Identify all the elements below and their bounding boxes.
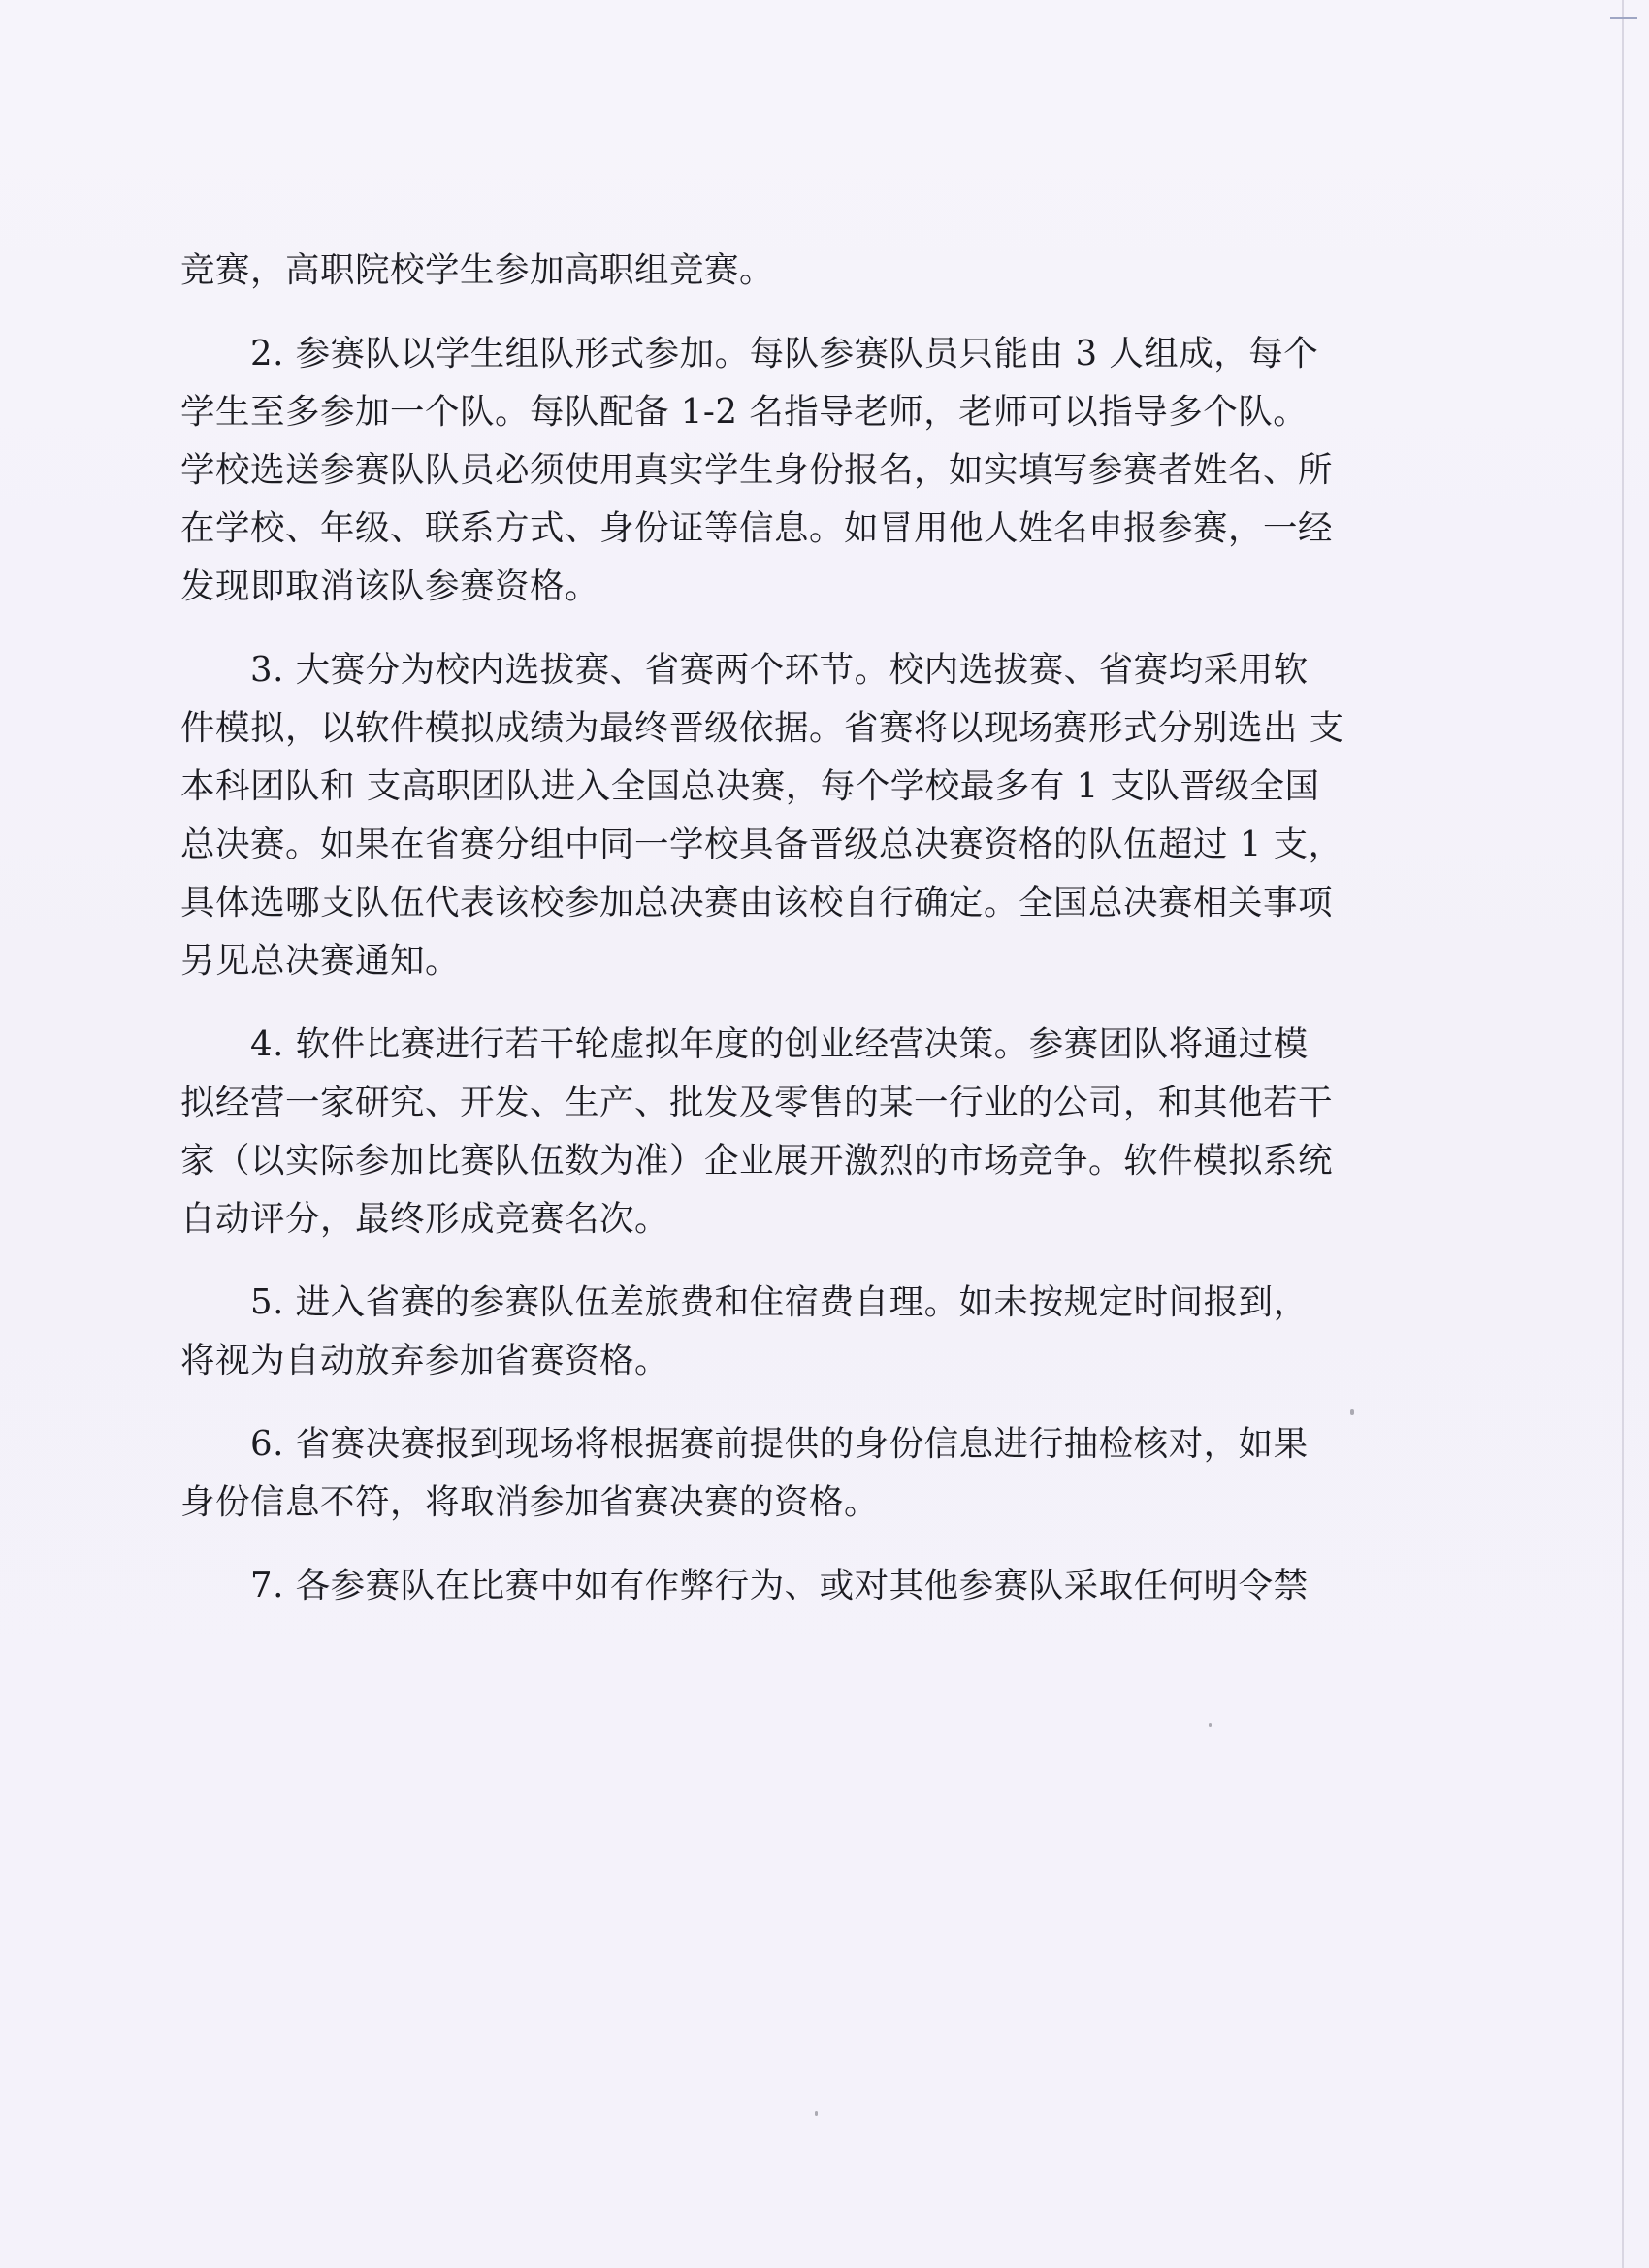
text-line: 5. 进入省赛的参赛队伍差旅费和住宿费自理。如未按规定时间报到， — [180, 1282, 1309, 1322]
text-line: 身份信息不符，将取消参加省赛决赛的资格。 — [180, 1482, 880, 1522]
text-line: 发现即取消该队参赛资格。 — [180, 567, 600, 606]
text-line: 2. 参赛队以学生组队形式参加。每队参赛队员只能由 3 人组成，每个 — [180, 334, 1319, 373]
text-line: 7. 各参赛队在比赛中如有作弊行为、或对其他参赛队采取任何明令禁 — [180, 1566, 1309, 1605]
text-line: 6. 省赛决赛报到现场将根据赛前提供的身份信息进行抽检核对，如果 — [180, 1424, 1309, 1464]
scan-speck — [815, 2111, 818, 2116]
text-line: 件模拟，以软件模拟成绩为最终晋级依据。省赛将以现场赛形式分别选出 支 — [180, 708, 1344, 748]
text-line: 学生至多参加一个队。每队配备 1-2 名指导老师，老师可以指导多个队。 — [180, 392, 1309, 432]
text-line: 3. 大赛分为校内选拔赛、省赛两个环节。校内选拔赛、省赛均采用软 — [180, 650, 1309, 690]
text-line: 家（以实际参加比赛队伍数为准）企业展开激烈的市场竞争。软件模拟系统 — [180, 1141, 1334, 1181]
corner-mark — [1610, 17, 1637, 19]
text-line: 在学校、年级、联系方式、身份证等信息。如冒用他人姓名申报参赛，一经 — [180, 508, 1334, 548]
page-edge-shadow — [1622, 0, 1624, 2268]
text-line: 学校选送参赛队队员必须使用真实学生身份报名，如实填写参赛者姓名、所 — [180, 450, 1334, 490]
text-line: 竞赛，高职院校学生参加高职组竞赛。 — [180, 250, 775, 290]
text-line: 总决赛。如果在省赛分组中同一学校具备晋级总决赛资格的队伍超过 1 支， — [180, 825, 1343, 864]
text-line: 自动评分，最终形成竞赛名次。 — [180, 1199, 670, 1239]
text-line: 本科团队和 支高职团队进入全国总决赛，每个学校最多有 1 支队晋级全国 — [180, 766, 1320, 806]
text-line: 4. 软件比赛进行若干轮虚拟年度的创业经营决策。参赛团队将通过模 — [180, 1024, 1309, 1064]
scan-speck — [1350, 1409, 1354, 1415]
text-line: 将视为自动放弃参加省赛资格。 — [180, 1341, 670, 1380]
text-line: 另见总决赛通知。 — [180, 941, 461, 981]
text-line: 拟经营一家研究、开发、生产、批发及零售的某一行业的公司，和其他若干 — [180, 1083, 1334, 1122]
scan-speck — [1209, 1723, 1212, 1727]
text-line: 具体选哪支队伍代表该校参加总决赛由该校自行确定。全国总决赛相关事项 — [180, 883, 1334, 923]
